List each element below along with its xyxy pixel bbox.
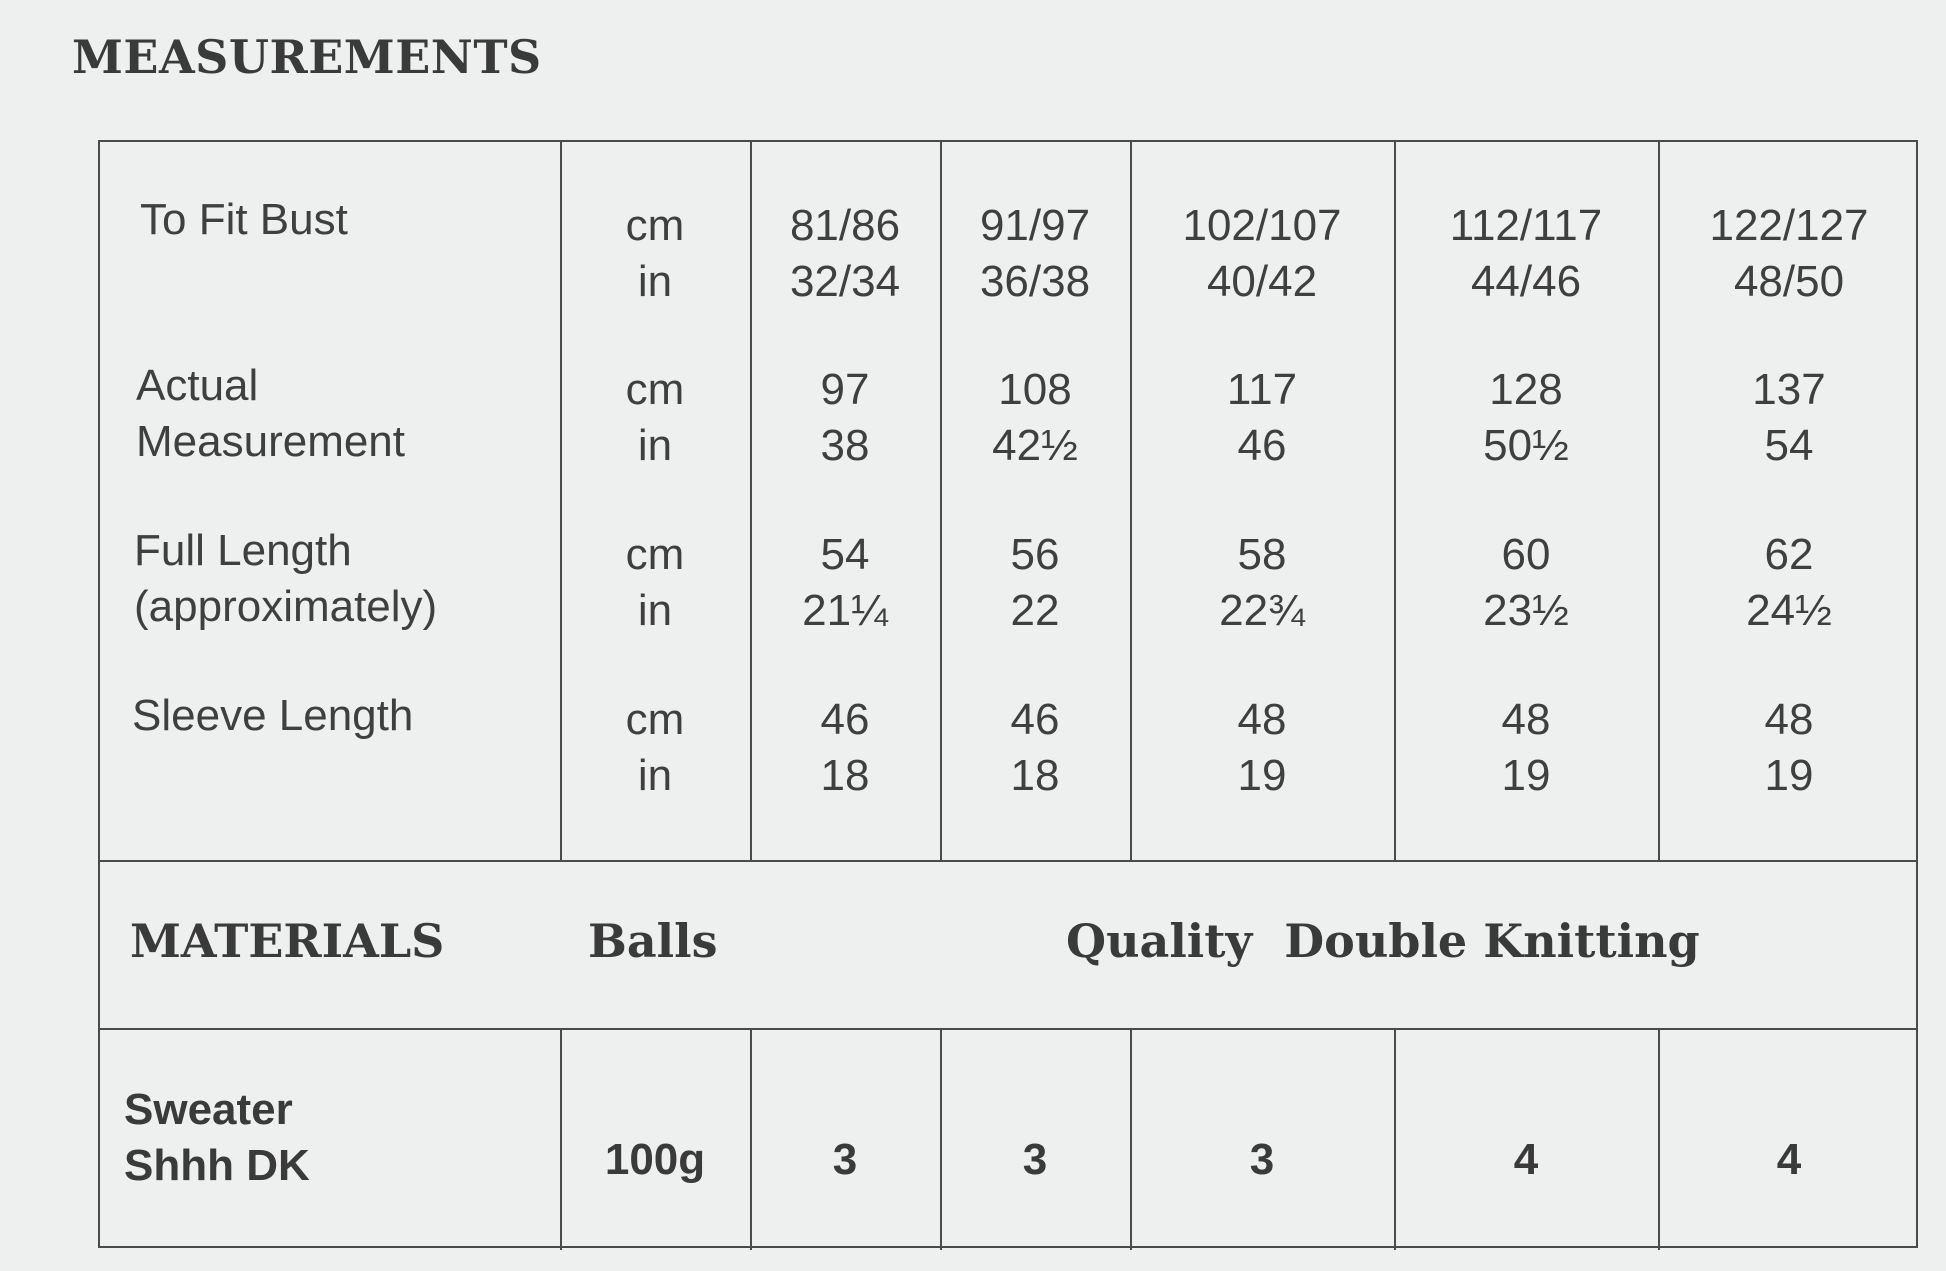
value-cm: 46 <box>1010 695 1060 744</box>
value-cell <box>1130 198 1394 310</box>
value-cell <box>1394 362 1658 474</box>
unit-cm: cm <box>625 201 685 250</box>
value-in: 19 <box>1501 751 1551 800</box>
value-cm: 48 <box>1501 695 1551 744</box>
value-in: 22¾ <box>1219 586 1305 635</box>
value-in: 23½ <box>1483 586 1569 635</box>
unit-cm: cm <box>625 530 685 579</box>
value-cm: 108 <box>998 365 1072 414</box>
balls-label: Balls <box>588 914 718 968</box>
yarn-weight: 100g <box>604 1135 706 1184</box>
row-label-sleeve-length <box>132 688 413 744</box>
value-cell <box>1130 692 1394 804</box>
value-cm: 54 <box>820 530 870 579</box>
unit-cm: cm <box>625 365 685 414</box>
value-in: 18 <box>1010 751 1060 800</box>
value-in: 24½ <box>1746 586 1832 635</box>
value-cell <box>1658 692 1920 804</box>
unit-cell-sleeve-length <box>560 692 750 804</box>
unit-in: in <box>637 751 673 800</box>
value-cm: 102/107 <box>1182 201 1342 250</box>
row-label-bust-line1: To Fit Bust <box>140 195 348 244</box>
value-in: 22 <box>1010 586 1060 635</box>
value-cell <box>750 527 940 639</box>
value-in: 40/42 <box>1206 257 1318 306</box>
unit-in: in <box>637 421 673 470</box>
quality-label: Quality Double Knitting <box>1066 914 1700 968</box>
materials-label: MATERIALS <box>130 914 445 968</box>
unit-in: in <box>637 257 673 306</box>
value-cell <box>750 362 940 474</box>
divider-measurements-materials <box>100 860 1916 862</box>
value-cell <box>1394 198 1658 310</box>
value-cell <box>1394 527 1658 639</box>
unit-cell-bust <box>560 198 750 310</box>
value-cell <box>1130 362 1394 474</box>
yarn-balls-count: 3 <box>1022 1135 1048 1184</box>
value-in: 54 <box>1764 421 1814 470</box>
value-cm: 122/127 <box>1709 201 1869 250</box>
value-cell <box>1658 527 1920 639</box>
yarn-balls-count: 4 <box>1776 1135 1802 1184</box>
value-in: 42½ <box>992 421 1078 470</box>
yarn-item-line2: Shhh DK <box>124 1141 310 1190</box>
row-label-actual-line1: Actual <box>136 361 259 410</box>
value-cell <box>940 692 1130 804</box>
value-in: 46 <box>1237 421 1287 470</box>
unit-cell-actual <box>560 362 750 474</box>
value-cm: 81/86 <box>789 201 901 250</box>
row-label-full-length-line2: (approximately) <box>134 582 438 631</box>
value-in: 19 <box>1764 751 1814 800</box>
value-in: 19 <box>1237 751 1287 800</box>
value-cm: 56 <box>1010 530 1060 579</box>
value-in: 50½ <box>1483 421 1569 470</box>
value-cell <box>1658 198 1920 310</box>
value-cm: 128 <box>1489 365 1563 414</box>
value-cm: 46 <box>820 695 870 744</box>
row-label-full-length-line1: Full Length <box>134 526 352 575</box>
row-label-sleeve-length-line1: Sleeve Length <box>132 691 414 740</box>
value-cell <box>750 692 940 804</box>
unit-cell-full-length <box>560 527 750 639</box>
value-cell <box>1658 362 1920 474</box>
row-label-full-length <box>134 523 437 635</box>
value-cell <box>1130 527 1394 639</box>
value-cell <box>1394 692 1658 804</box>
unit-in: in <box>637 586 673 635</box>
value-cm: 137 <box>1752 365 1826 414</box>
measurements-table <box>98 140 1918 1248</box>
value-cm: 60 <box>1501 530 1551 579</box>
value-cm: 48 <box>1237 695 1287 744</box>
yarn-balls-count: 3 <box>832 1135 858 1184</box>
value-cm: 58 <box>1237 530 1287 579</box>
row-label-bust <box>140 192 348 248</box>
value-cm: 48 <box>1764 695 1814 744</box>
value-in: 44/46 <box>1470 257 1582 306</box>
value-in: 32/34 <box>789 257 901 306</box>
value-cell <box>940 362 1130 474</box>
value-in: 48/50 <box>1733 257 1845 306</box>
value-cell <box>750 198 940 310</box>
value-in: 38 <box>820 421 870 470</box>
value-cm: 97 <box>820 365 870 414</box>
value-in: 21¼ <box>802 586 888 635</box>
value-in: 18 <box>820 751 870 800</box>
yarn-item-line1: Sweater <box>124 1085 293 1134</box>
row-label-actual-line2: Measurement <box>136 417 406 466</box>
value-cm: 91/97 <box>979 201 1091 250</box>
value-in: 36/38 <box>979 257 1091 306</box>
page-heading: MEASUREMENTS <box>72 30 542 84</box>
yarn-item-label <box>124 1082 310 1194</box>
value-cell <box>940 527 1130 639</box>
value-cell <box>940 198 1130 310</box>
yarn-balls-count: 3 <box>1249 1135 1275 1184</box>
unit-cm: cm <box>625 695 685 744</box>
value-cm: 117 <box>1226 365 1298 414</box>
value-cm: 62 <box>1764 530 1814 579</box>
yarn-balls-count: 4 <box>1513 1135 1539 1184</box>
value-cm: 112/117 <box>1449 201 1603 250</box>
row-label-actual <box>136 358 405 470</box>
divider-materials-items <box>100 1028 1916 1030</box>
